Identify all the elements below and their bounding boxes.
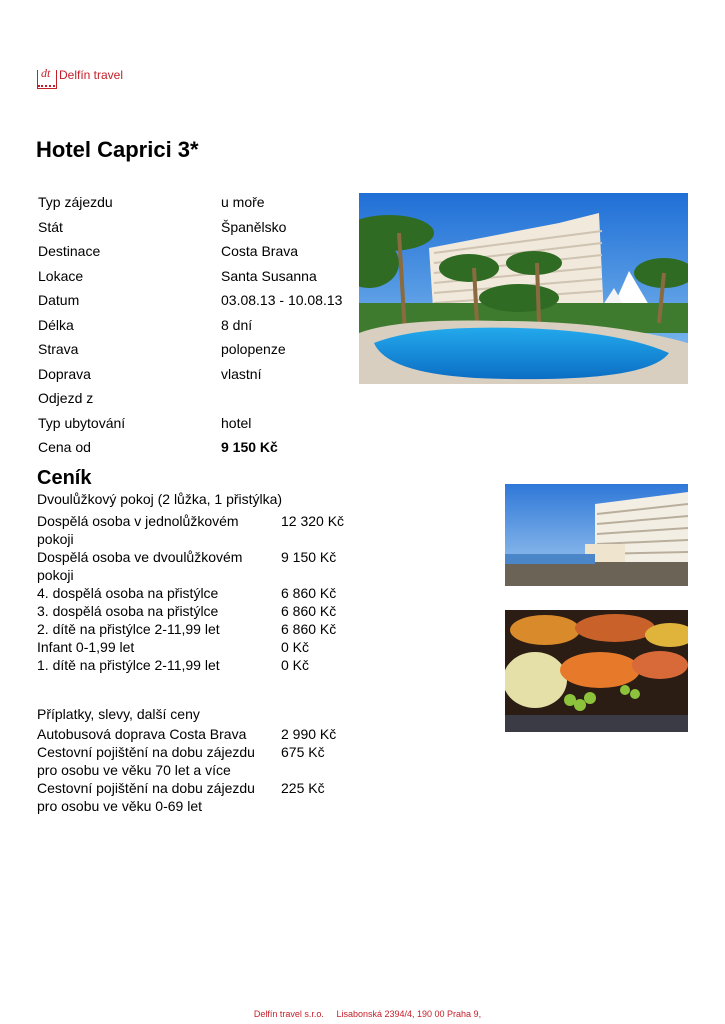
price-row xyxy=(37,620,371,638)
footer xyxy=(0,1009,725,1019)
info-label: Datum xyxy=(38,292,80,309)
extras-amount: 2 990 Kč xyxy=(281,726,337,742)
price-description: 3. dospělá osoba na přistýlce xyxy=(37,603,219,619)
info-row xyxy=(38,362,351,387)
extras-amount: 675 Kč xyxy=(281,744,325,760)
brand-name: Delfín travel xyxy=(59,68,124,82)
hotel-facade-photo xyxy=(505,484,688,586)
extras-heading: Příplatky, slevy, další ceny xyxy=(37,706,200,722)
trip-info-table xyxy=(38,190,351,460)
price-row xyxy=(37,584,371,602)
hotel-pool-photo xyxy=(359,193,688,384)
page-title: Hotel Caprici 3* xyxy=(36,137,199,162)
info-label: Lokace xyxy=(38,267,84,284)
info-value xyxy=(221,386,351,411)
room-type: Dvoulůžkový pokoj (2 lůžka, 1 přistýlka) xyxy=(37,491,283,507)
info-row xyxy=(38,386,351,411)
info-value: hotel xyxy=(221,414,252,431)
price-description: Dospělá osoba v jednolůžkovém pokoji xyxy=(37,513,239,547)
info-row xyxy=(38,313,351,338)
info-value: u moře xyxy=(221,194,265,211)
info-row xyxy=(38,411,351,436)
info-row xyxy=(38,435,351,460)
extras-amount: 225 Kč xyxy=(281,780,325,796)
info-row xyxy=(38,264,351,289)
logo-monogram: dt xyxy=(41,66,51,80)
info-value: 03.08.13 - 10.08.13 xyxy=(221,292,343,309)
price-row xyxy=(37,602,371,620)
extras-row xyxy=(37,743,371,779)
price-amount: 6 860 Kč xyxy=(281,585,337,601)
price-description: 4. dospělá osoba na přistýlce xyxy=(37,585,219,601)
price-row xyxy=(37,638,371,656)
info-row xyxy=(38,239,351,264)
info-row xyxy=(38,288,351,313)
info-row xyxy=(38,190,351,215)
price-row xyxy=(37,656,371,674)
price-amount: 0 Kč xyxy=(281,657,310,673)
info-label: Cena od xyxy=(38,439,91,456)
price-description: Infant 0-1,99 let xyxy=(37,639,135,655)
info-row xyxy=(38,337,351,362)
footer-address: Lisabonská 2394/4, 190 00 Praha 9, xyxy=(336,1009,482,1019)
info-value: 8 dní xyxy=(221,316,253,333)
price-amount: 0 Kč xyxy=(281,639,310,655)
extras-row xyxy=(37,725,371,743)
info-label: Destinace xyxy=(38,243,101,260)
price-row xyxy=(37,512,371,548)
info-label: Stát xyxy=(38,218,63,235)
price-amount: 12 320 Kč xyxy=(281,513,345,529)
footer-company: Delfín travel s.r.o. xyxy=(253,1009,324,1019)
price-description: 1. dítě na přistýlce 2-11,99 let xyxy=(37,657,220,673)
price-description: Dospělá osoba ve dvoulůžkovém pokoji xyxy=(37,549,243,583)
extras-row xyxy=(37,779,371,815)
info-value: polopenze xyxy=(221,341,286,358)
extras-description: Cestovní pojištění na dobu zájezdu pro osobu ve věku 70 let a více xyxy=(37,744,255,778)
extras-description: Cestovní pojištění na dobu zájezdu pro osobu ve věku 0-69 let xyxy=(37,780,255,814)
price-row xyxy=(37,548,371,584)
price-description: 2. dítě na přistýlce 2-11,99 let xyxy=(37,621,220,637)
info-value: vlastní xyxy=(221,365,262,382)
price-amount: 6 860 Kč xyxy=(281,621,337,637)
info-value: Santa Susanna xyxy=(221,267,317,284)
price-amount: 6 860 Kč xyxy=(281,603,337,619)
pricelist-heading: Ceník xyxy=(37,467,92,489)
info-label: Délka xyxy=(38,316,74,333)
info-label: Doprava xyxy=(38,365,91,382)
price-amount: 9 150 Kč xyxy=(281,549,337,565)
info-label: Odjezd z xyxy=(38,390,94,407)
delfin-logo-icon xyxy=(36,67,58,89)
info-label: Typ zájezdu xyxy=(38,194,113,211)
info-value: 9 150 Kč xyxy=(221,439,278,456)
extras-table xyxy=(37,725,371,815)
info-value: Španělsko xyxy=(221,218,287,235)
info-value: Costa Brava xyxy=(221,243,299,260)
info-row xyxy=(38,215,351,240)
price-table xyxy=(37,512,371,674)
extras-description: Autobusová doprava Costa Brava xyxy=(37,726,247,742)
info-label: Strava xyxy=(38,341,79,358)
brand-logo[interactable] xyxy=(36,67,123,89)
buffet-photo xyxy=(505,610,688,732)
info-label: Typ ubytování xyxy=(38,414,126,431)
